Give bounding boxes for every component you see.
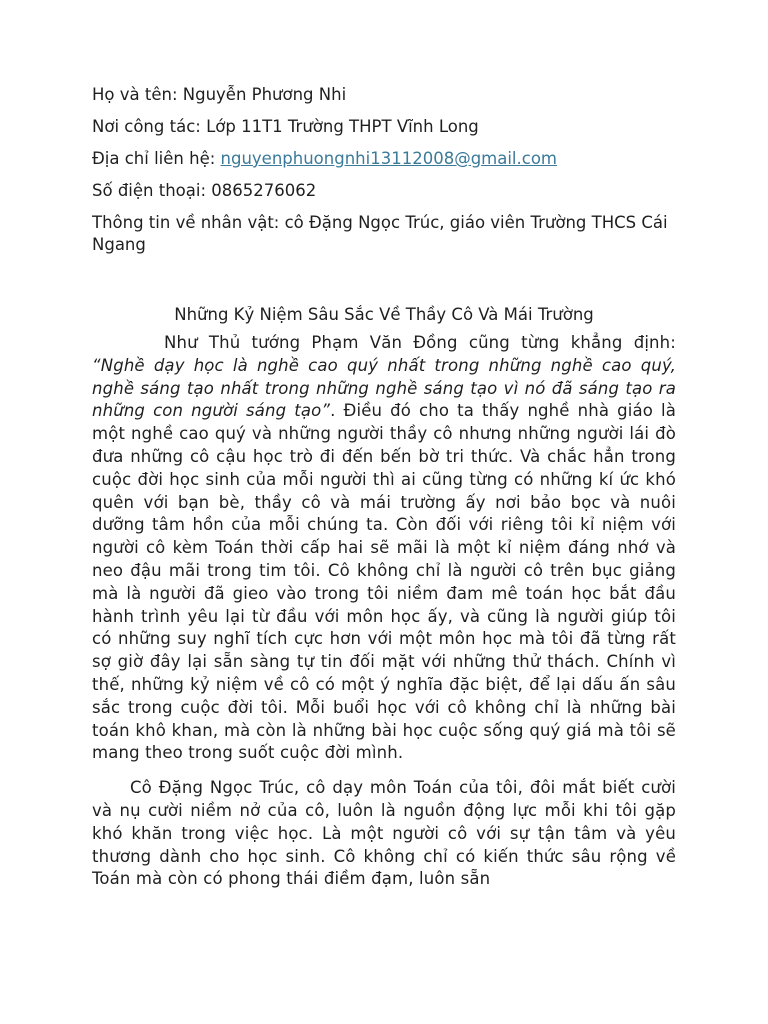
essay-paragraph-1 [92,332,676,765]
contact-line [92,148,676,170]
author-name-line: Họ và tên: Nguyễn Phương Nhi [92,85,347,104]
essay-title: Những Kỷ Niệm Sâu Sắc Về Thầy Cô Và Mái Trường [174,305,594,324]
document-page [92,84,676,891]
contact-label: Địa chỉ liên hệ: [92,149,221,168]
subject-line: Thông tin về nhân vật: cô Đặng Ngọc Trúc, giáo viên Trường THCS Cái Ngang [92,213,668,254]
essay-paragraph-2: Cô Đặng Ngọc Trúc, cô dạy môn Toán của tôi, đôi mắt biết cười và nụ cười niềm nở của cô, luôn là nguồn động lực mỗi khi tôi gặp khó khăn trong việc học. Là một người cô với sự tận tâm và yêu thương dành cho học sinh. Cô không chỉ có kiến thức sâu rộng về Toán mà còn có phong thái điềm đạm, luôn sẵn [92,778,676,889]
email-link[interactable]: nguyenphuongnhi13112008@gmail.com [220,149,558,168]
paragraph-1-lead: Như Thủ tướng Phạm Văn Đồng cũng từng khẳng định: [164,333,676,352]
paragraph-1-body: . Điều đó cho ta thấy nghề nhà giáo là một nghề cao quý và những người thầy cô nhưng những người lái đò đưa những cô cậu học trò đi đến bến bờ tri thức. Và chắc hẳn trong cuộc đời học sinh của mỗi người thì ai cũng từng có những kí ức khó quên với bạn bè, thầy cô và mái trường ấy nơi bảo bọc và nuôi dưỡng tâm hồn của mỗi chúng ta. Còn đối với riêng tôi kỉ niệm với người cô kèm Toán thời cấp hai sẽ mãi là một kỉ niệm đáng nhớ và neo đậu mãi trong tim tôi. Cô không chỉ là người cô trên bục giảng mà là người đã gieo vào trong tôi niềm đam mê toán học bắt đầu hành trình yêu lại từ đầu với môn học ấy, và cũng là người giúp tôi có những suy nghĩ tích cực hơn với một môn học mà tôi đã từng rất sợ giờ đây lại sẵn sàng tự tin đối mặt với những thử thách. Chính vì thế, những kỷ niệm về cô có một ý nghĩa đặc biệt, để lại dấu ấn sâu sắc trong cuộc đời tôi. Mỗi buổi học với cô không chỉ là những bài toán khô khan, mà còn là những bài học cuộc sống quý giá mà tôi sẽ mang theo trong suốt cuộc đời mình. [92,401,676,763]
workplace-line: Nơi công tác: Lớp 11T1 Trường THPT Vĩnh Long [92,117,479,136]
phone-line: Số điện thoại: 0865276062 [92,181,317,200]
paragraph-1-quote: “Nghề dạy học là nghề cao quý nhất trong những nghề cao quý, nghề sáng tạo nhất trong những nghề sáng tạo vì nó đã sáng tạo ra những con người sáng tạo” [92,355,676,421]
